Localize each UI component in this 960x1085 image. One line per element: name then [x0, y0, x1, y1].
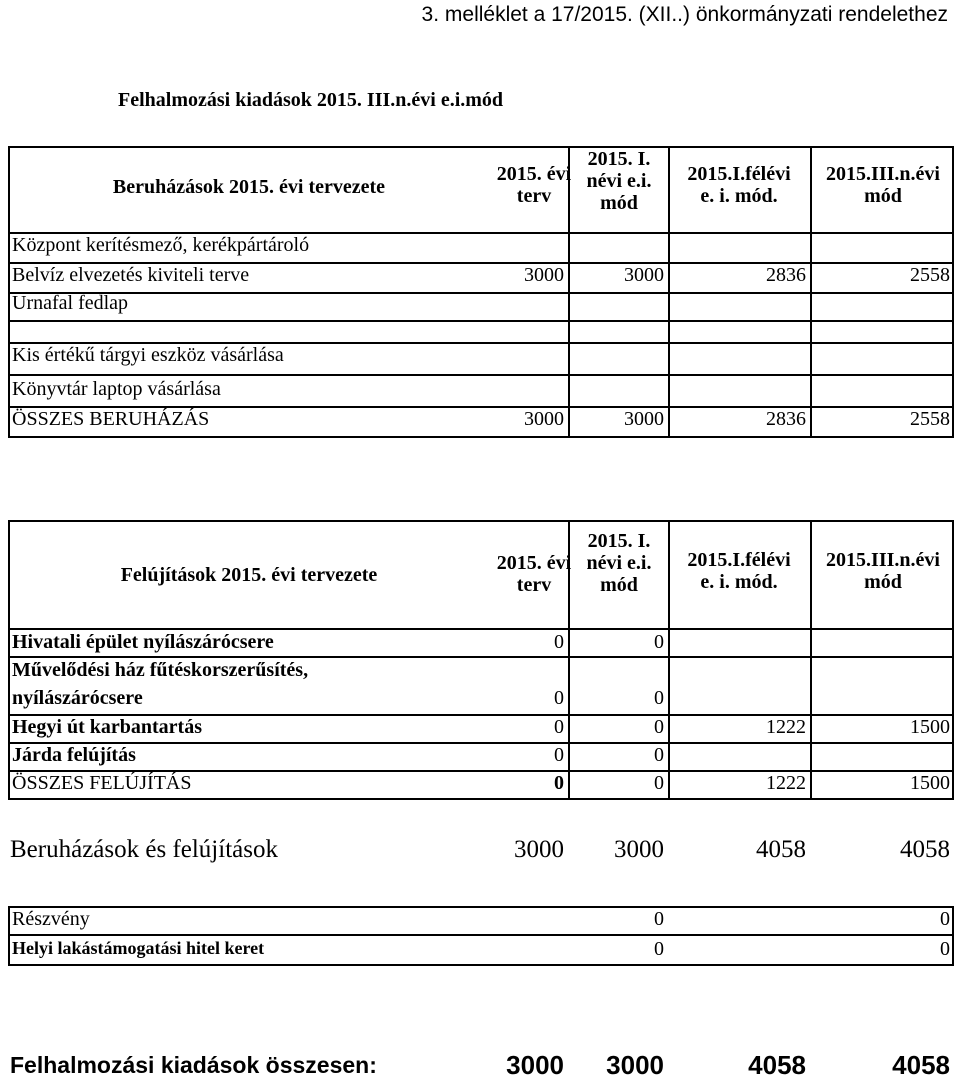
col-header-half-year-mod: 2015.I.félévi e. i. mód.: [687, 163, 791, 207]
value-q3-mod: 4058: [892, 1050, 950, 1080]
value-q3-mod: 1500: [910, 716, 950, 738]
table-row: Központ kerítésmező, kerékpártároló: [12, 234, 310, 256]
table-row: Művelődési ház fűtéskorszerűsítés,: [12, 659, 309, 681]
value-half-year-mod: 2836: [766, 408, 806, 430]
value-annual-plan: 3000: [524, 408, 564, 430]
renovations-heading: Felújítások 2015. évi tervezete: [120, 564, 378, 586]
annex-reference: 3. melléklet a 17/2015. (XII..) önkormányzati rendelethez: [421, 3, 948, 26]
value-annual-plan: 0: [554, 631, 564, 653]
value-q3-mod: 0: [940, 938, 950, 960]
value-annual-plan: 0: [654, 908, 664, 930]
value-half-year-mod: 2836: [766, 264, 806, 286]
col-header-first-mod: 2015. I. névi e.i. mód: [586, 530, 652, 596]
table-row: nyílászárócsere: [12, 687, 143, 709]
value-q3-mod: 4058: [900, 836, 950, 863]
value-first-mod: 3000: [624, 408, 664, 430]
value-q3-mod: 1500: [910, 772, 950, 794]
value-annual-plan: 0: [554, 716, 564, 738]
table-row: Járda felújítás: [12, 744, 136, 766]
value-q3-mod: 2558: [910, 408, 950, 430]
value-annual-plan: 3000: [514, 836, 564, 863]
value-first-mod: 0: [654, 744, 664, 766]
grand-total-label: Felhalmozási kiadások összesen:: [10, 1052, 377, 1078]
value-first-mod: 3000: [624, 264, 664, 286]
investments-total-label: ÖSSZES BERUHÁZÁS: [12, 408, 210, 430]
table-row: Részvény: [12, 908, 90, 930]
value-annual-plan: 0: [554, 744, 564, 766]
col-header-q3-mod: 2015.III.n.évi mód: [826, 163, 940, 207]
value-half-year-mod: 4058: [756, 836, 806, 863]
col-header-half-year-mod: 2015.I.félévi e. i. mód.: [687, 549, 791, 593]
table-row: Hegyi út karbantartás: [12, 716, 202, 738]
value-half-year-mod: 1222: [766, 716, 806, 738]
table-row: Könyvtár laptop vásárlása: [12, 378, 221, 400]
renovations-total-label: ÖSSZES FELÚJÍTÁS: [12, 772, 192, 794]
table-row: Helyi lakástámogatási hitel keret: [12, 938, 265, 958]
value-q3-mod: 2558: [910, 264, 950, 286]
col-header-q3-mod: 2015.III.n.évi mód: [826, 549, 940, 593]
value-first-mod: 0: [654, 687, 664, 709]
table-row: Kis értékű tárgyi eszköz vásárlása: [12, 344, 284, 366]
value-annual-plan: 3000: [524, 264, 564, 286]
table-row: Urnafal fedlap: [12, 292, 129, 314]
document-title: Felhalmozási kiadások 2015. III.n.évi e.i.mód: [118, 89, 504, 111]
value-annual-plan: 3000: [506, 1050, 564, 1080]
col-header-annual-plan: 2015. évi terv: [496, 163, 572, 207]
value-annual-plan: 0: [654, 938, 664, 960]
col-header-annual-plan: 2015. évi terv: [496, 552, 572, 596]
col-header-first-mod: 2015. I. névi e.i. mód: [586, 148, 652, 214]
table-row: Hivatali épület nyílászárócsere: [12, 631, 274, 653]
value-half-year-mod: 1222: [766, 772, 806, 794]
value-half-year-mod: 4058: [748, 1050, 806, 1080]
value-first-mod: 0: [654, 716, 664, 738]
value-annual-plan: 0: [554, 772, 564, 794]
value-first-mod: 0: [654, 772, 664, 794]
value-first-mod: 0: [654, 631, 664, 653]
value-annual-plan: 0: [554, 687, 564, 709]
value-q3-mod: 0: [940, 908, 950, 930]
value-first-mod: 3000: [606, 1050, 664, 1080]
combined-total-label: Beruházások és felújítások: [10, 836, 278, 863]
table-row: Belvíz elvezetés kiviteli terve: [12, 264, 250, 286]
value-first-mod: 3000: [614, 836, 664, 863]
investments-heading: Beruházások 2015. évi tervezete: [112, 176, 386, 198]
